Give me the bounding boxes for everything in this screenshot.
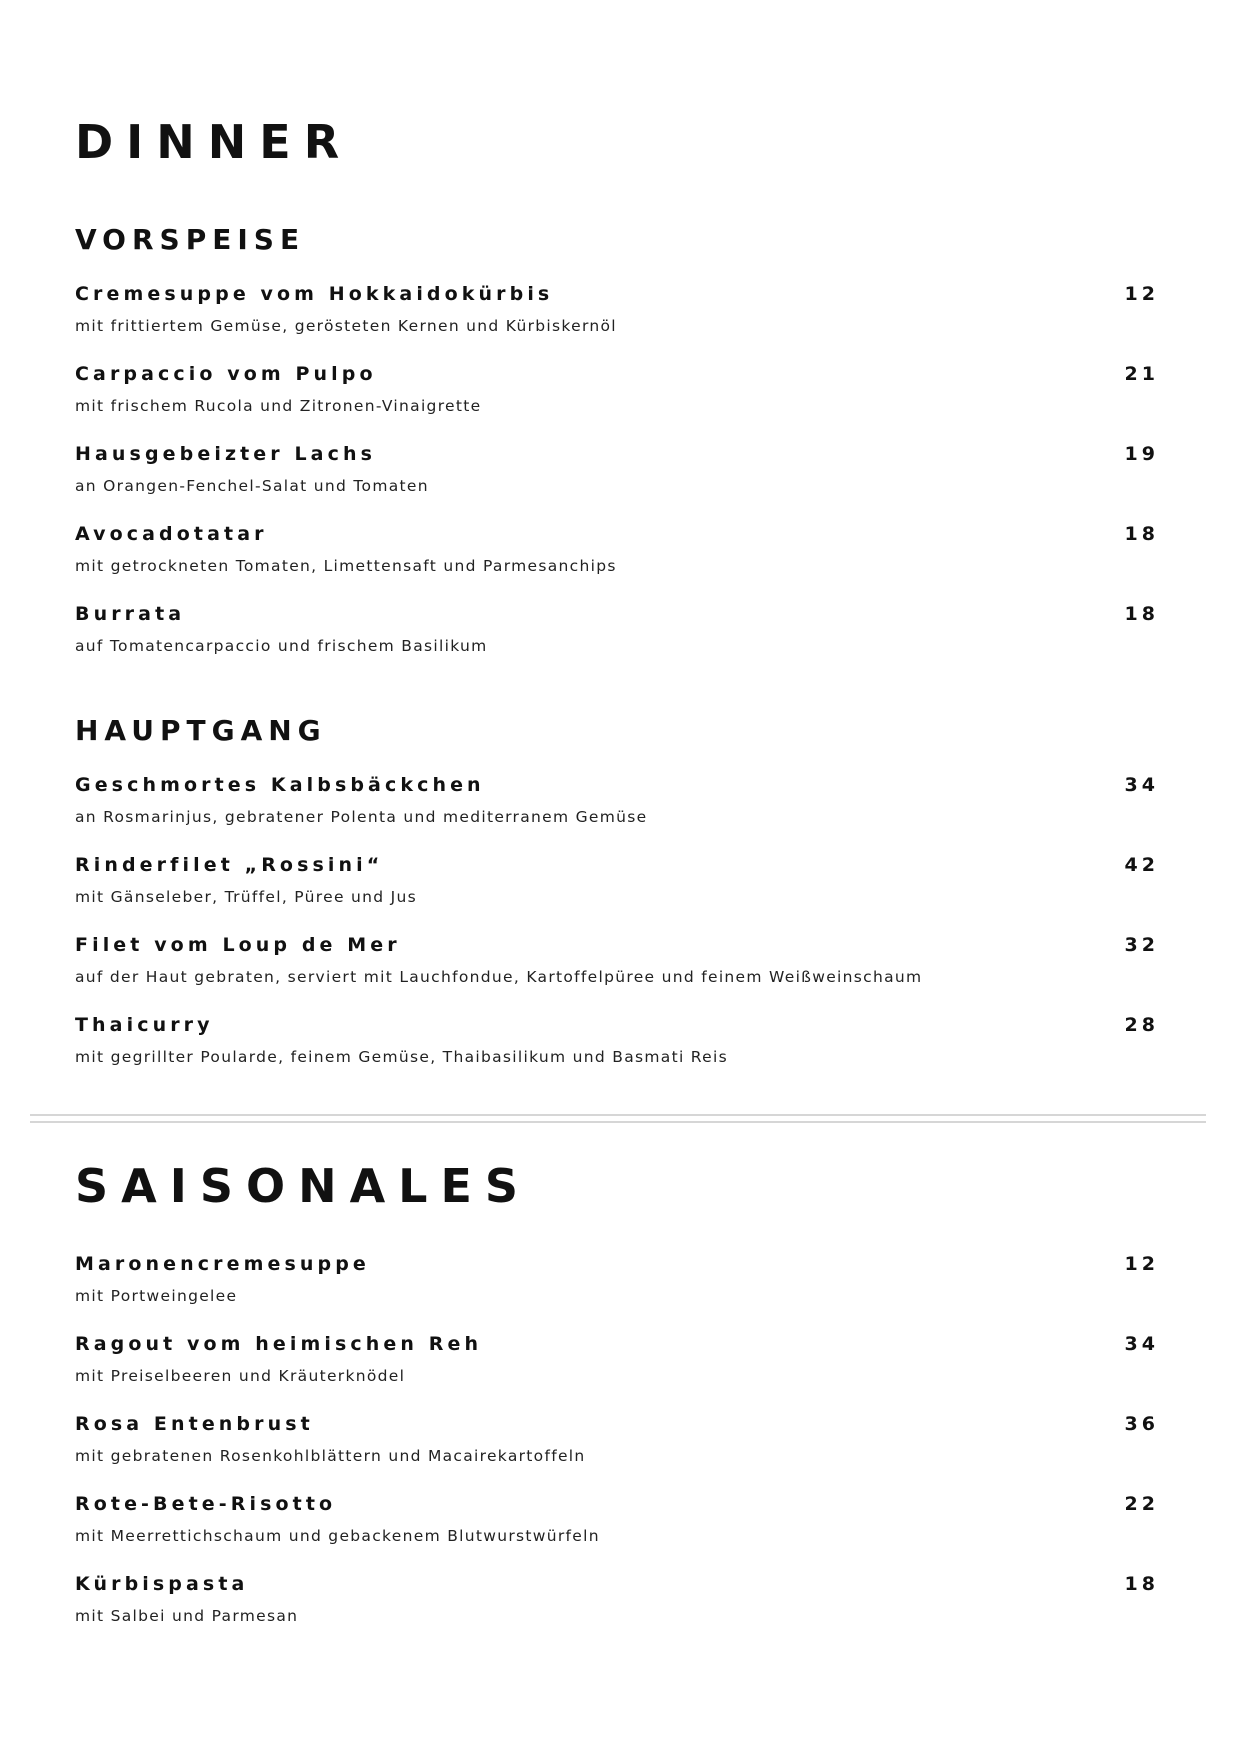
menu-item-description: auf Tomatencarpaccio und frischem Basilikum [75, 637, 488, 655]
section-divider [30, 1114, 1206, 1123]
menu-item [75, 1014, 1165, 1094]
menu-item-name: Cremesuppe vom Hokkaidokürbis [75, 283, 554, 305]
menu-item-name: Rinderfilet „Rossini“ [75, 854, 384, 876]
menu-item [75, 1493, 1165, 1573]
menu-item [75, 934, 1165, 1014]
menu-item-name: Avocadotatar [75, 523, 268, 545]
hauptgang-list [75, 774, 1165, 1094]
menu-item [75, 1573, 1165, 1653]
menu-item-price: 36 [1124, 1413, 1159, 1435]
menu-item-description: mit frischem Rucola und Zitronen-Vinaigrette [75, 397, 482, 415]
section-title-hauptgang: HAUPTGANG [75, 714, 327, 747]
menu-item-price: 18 [1124, 523, 1159, 545]
menu-item-description: mit Meerrettichschaum und gebackenem Blutwurstwürfeln [75, 1527, 600, 1545]
menu-item [75, 443, 1165, 523]
menu-item-price: 12 [1124, 1253, 1159, 1275]
menu-item-name: Kürbispasta [75, 1573, 249, 1595]
menu-item [75, 1333, 1165, 1413]
menu-item-name: Hausgebeizter Lachs [75, 443, 376, 465]
menu-item [75, 1253, 1165, 1333]
menu-item-name: Geschmortes Kalbsbäckchen [75, 774, 485, 796]
menu-item [75, 523, 1165, 603]
menu-item-description: mit frittiertem Gemüse, gerösteten Kernen und Kürbiskernöl [75, 317, 617, 335]
menu-item-price: 28 [1124, 1014, 1159, 1036]
vorspeise-list [75, 283, 1165, 683]
menu-item-description: mit Preiselbeeren und Kräuterknödel [75, 1367, 406, 1385]
menu-item-name: Filet vom Loup de Mer [75, 934, 401, 956]
menu-item-name: Maronencremesuppe [75, 1253, 370, 1275]
menu-item-price: 19 [1124, 443, 1159, 465]
saisonales-title: SAISONALES [75, 1159, 532, 1213]
menu-item-price: 32 [1124, 934, 1159, 956]
menu-item [75, 603, 1165, 683]
menu-item-description: mit Gänseleber, Trüffel, Püree und Jus [75, 888, 418, 906]
menu-item-price: 18 [1124, 1573, 1159, 1595]
menu-item-name: Rosa Entenbrust [75, 1413, 314, 1435]
menu-item-description: auf der Haut gebraten, serviert mit Lauchfondue, Kartoffelpüree und feinem Weißweinschaum [75, 968, 923, 986]
menu-item-price: 12 [1124, 283, 1159, 305]
menu-item-name: Thaicurry [75, 1014, 214, 1036]
menu-item [75, 283, 1165, 363]
saisonales-list [75, 1253, 1165, 1653]
menu-item-name: Rote-Bete-Risotto [75, 1493, 337, 1515]
menu-item-description: an Orangen-Fenchel-Salat und Tomaten [75, 477, 429, 495]
section-title-vorspeise: VORSPEISE [75, 223, 306, 256]
menu-item-description: an Rosmarinjus, gebratener Polenta und mediterranem Gemüse [75, 808, 648, 826]
menu-item-price: 22 [1124, 1493, 1159, 1515]
menu-item-price: 18 [1124, 603, 1159, 625]
menu-item-description: mit Salbei und Parmesan [75, 1607, 299, 1625]
menu-item-price: 21 [1124, 363, 1159, 385]
menu-item-price: 42 [1124, 854, 1159, 876]
menu-item-price: 34 [1124, 1333, 1159, 1355]
menu-item-name: Carpaccio vom Pulpo [75, 363, 377, 385]
menu-item [75, 1413, 1165, 1493]
menu-item-description: mit getrockneten Tomaten, Limettensaft und Parmesanchips [75, 557, 617, 575]
menu-item-description: mit gebratenen Rosenkohlblättern und Macairekartoffeln [75, 1447, 586, 1465]
dinner-title: DINNER [75, 115, 353, 169]
menu-item [75, 363, 1165, 443]
menu-item-name: Burrata [75, 603, 186, 625]
menu-item [75, 854, 1165, 934]
menu-item [75, 774, 1165, 854]
menu-item-price: 34 [1124, 774, 1159, 796]
menu-item-description: mit gegrillter Poularde, feinem Gemüse, Thaibasilikum und Basmati Reis [75, 1048, 728, 1066]
menu-item-description: mit Portweingelee [75, 1287, 238, 1305]
menu-item-name: Ragout vom heimischen Reh [75, 1333, 483, 1355]
